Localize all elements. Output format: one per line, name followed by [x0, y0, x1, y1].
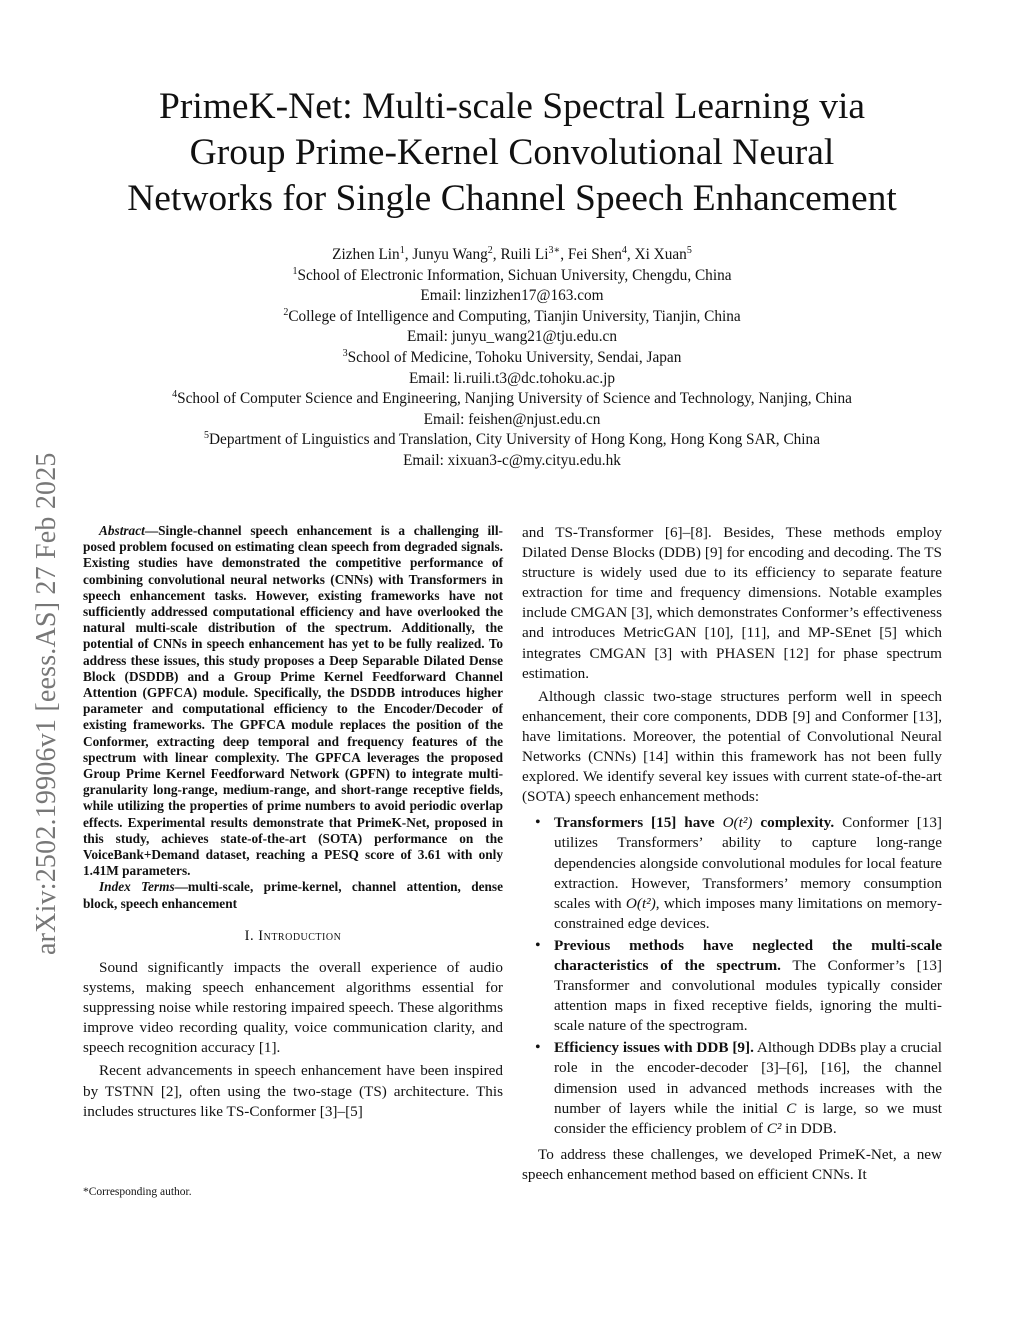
- affiliation-text: Department of Linguistics and Translation, City University of Hong Kong, Hong Kong SAR, China: [209, 431, 820, 449]
- email: Email: feishen@njust.edu.cn: [423, 410, 601, 428]
- affiliation-sup: 2: [283, 306, 289, 318]
- paragraph: Sound significantly impacts the overall experience of audio systems, making speech enhancement algorithms essential for suppressing noise while restoring impaired speech. These algorithms improve video recording quality, voice communication clarity, and speech recognition accuracy [1].: [83, 958, 503, 1057]
- arxiv-side-stamp: arXiv:2502.19906v1 [eess.AS] 27 Feb 2025: [31, 452, 62, 955]
- affiliation-text: School of Computer Science and Engineering, Nanjing University of Science and Technology, Nanjing, China: [177, 390, 852, 408]
- affiliation-text: School of Medicine, Tohoku University, Sendai, Japan: [347, 348, 682, 366]
- bullet-icon: •: [535, 936, 541, 954]
- affiliation: [60, 389, 964, 410]
- bullet-heading: complexity.: [752, 814, 835, 832]
- author-sup: 1: [399, 245, 405, 256]
- section-title: Introduction: [258, 927, 342, 944]
- affiliation: [60, 430, 964, 451]
- bullet-text: is large, so we must consider the efficiency problem of: [554, 1099, 942, 1137]
- bullet-heading: Efficiency issues with DDB [9].: [554, 1039, 754, 1057]
- list-item: [522, 936, 942, 1036]
- paragraph: Although classic two-stage structures perform well in speech enhancement, their core components, DDB [9] and Conformer [13], have limitations. Moreover, the potential of Convolutional Neural Networks (CNNs) [14] within this framework has not been fully explored. We identify several key issues with current state-of-the-art (SOTA) speech enhancement methods:: [522, 687, 942, 806]
- bullet-text: Conformer [13] utilizes Transformers’ ability to capture long-range dependencies alongside convolutional modules for local feature extraction. However, Transformers’ memory consumption scales with: [554, 814, 942, 912]
- paragraph: Recent advancements in speech enhancement have been inspired by TSTNN [2], often using the two-stage (TS) architecture. This includes structures like TS-Conformer [3]–[5]: [83, 1062, 503, 1120]
- affiliation-sup: 4: [172, 389, 178, 401]
- title-line-2: Group Prime-Kernel Convolutional Neural: [189, 132, 835, 173]
- affiliation: [60, 266, 964, 287]
- email: Email: li.ruili.t3@dc.tohoku.ac.jp: [408, 369, 616, 387]
- index-terms: [83, 879, 503, 911]
- author-list: Zizhen Lin$^1$, Junyu Wang$^2$, Ruili $Li^{3∗}$, Fei Shen$^4$, Xi Xuan$^5$: [332, 245, 692, 263]
- issue-list: [522, 813, 942, 1139]
- paper-title: [60, 84, 964, 222]
- email: Email: xixuan3-c@my.cityu.edu.hk: [403, 451, 621, 469]
- author-sup: 5: [686, 245, 692, 256]
- bullet-icon: •: [535, 814, 541, 832]
- bullet-text: in DDB.: [781, 1119, 837, 1137]
- index-terms-label: Index Terms: [99, 879, 175, 895]
- math-expression: O(t²): [722, 814, 753, 832]
- affiliation-text: College of Intelligence and Computing, Tianjin University, Tianjin, China: [288, 307, 741, 325]
- author-sup: 4: [621, 245, 627, 256]
- email: Email: junyu_wang21@tju.edu.cn: [407, 328, 617, 346]
- affiliation: [60, 348, 964, 369]
- affiliation: [60, 307, 964, 328]
- bullet-heading: Previous methods have neglected the multi-scale characteristics of the spectrum.: [554, 936, 942, 974]
- author-name: Fei Shen: [567, 246, 622, 263]
- bullet-icon: •: [535, 1039, 541, 1057]
- affiliation-sup: 1: [292, 265, 298, 277]
- author-name: Junyu Wang: [412, 246, 488, 263]
- math-expression: C²: [766, 1119, 782, 1137]
- abstract-text: —Single-channel speech enhancement is a challenging ill-posed problem focused on estimating clean speech from degraded signals. Existing studies have demonstrated the competitive performance of combining convolutional neural networks (CNNs) with Transformers in speech enhancement tasks. However, existing frameworks have not sufficiently addressed computational efficiency and have overlooked the natural multi-scale distribution of the spectrum. Additionally, the potential of CNNs in speech enhancement has yet to be fully realized. To address these issues, this study proposes a Deep Separable Dilated Dense Block (DSDDB) and a Group Prime Kernel Feedforward Channel Attention (GPFCA) module. Specifically, the DSDDB introduces higher parameter and computational efficiency to the Encoder/Decoder of existing frameworks. The GPFCA module replaces the position of the Conformer, extracting deep temporal and frequency features of the spectrum with linear complexity. The GPFCA leverages the proposed Group Prime Kernel Feedforward Network (GPFN) to integrate multi-granularity long-range, medium-range, and short-range receptive fields, while utilizing the properties of prime numbers to avoid periodic overlap effects. Experimental results demonstrate that PrimeK-Net, proposed in this study, achieves state-of-the-art (SOTA) performance on the VoiceBank+Demand dataset, reaching a PESQ score of 3.61 with only 1.41M parameters.: [83, 523, 503, 879]
- email: Email: linzizhen17@163.com: [420, 287, 604, 305]
- title-line-1: PrimeK-Net: Multi-scale Spectral Learning via: [158, 86, 866, 127]
- footnote: *Corresponding author.: [83, 1186, 192, 1198]
- author-name: Zizhen Lin: [332, 246, 400, 263]
- bullet-heading: Transformers [15] have: [554, 814, 723, 832]
- right-column: [522, 523, 942, 1185]
- affiliation-sup: 3: [342, 347, 348, 359]
- author-sup: 3∗: [548, 245, 561, 256]
- bullet-text: , which imposes many limitations on memory-constrained edge devices.: [554, 894, 943, 932]
- section-numeral: I.: [244, 927, 255, 944]
- list-item: [522, 1038, 942, 1138]
- affiliation-sup: 5: [204, 430, 209, 442]
- math-expression: C: [786, 1099, 797, 1117]
- author-block: [60, 245, 964, 472]
- bullet-text: Although DDBs play a crucial role in the encoder-decoder [3]–[6], [16], the channel dimension used in advanced methods increases with the number of layers while the initial: [554, 1039, 942, 1117]
- bullet-text: The Conformer’s [13] Transformer and convolutional modules typically consider attention maps in fixed receptive fields, ignoring the multi-scale nature of the spectrogram.: [554, 956, 942, 1035]
- affiliation-text: School of Electronic Information, Sichuan University, Chengdu, China: [297, 266, 732, 284]
- title-line-3: Networks for Single Channel Speech Enhancement: [127, 178, 897, 219]
- author-sup: 2: [487, 245, 493, 256]
- math-expression: O(t²): [625, 894, 656, 912]
- list-item: [522, 813, 942, 934]
- abstract-label: Abstract: [99, 523, 145, 538]
- section-heading: [83, 926, 503, 946]
- author-name: Ruili Li: [500, 246, 549, 263]
- paragraph: To address these challenges, we developed PrimeK-Net, a new speech enhancement method based on efficient CNNs. It: [522, 1145, 942, 1183]
- left-column: [83, 523, 503, 1122]
- abstract: [83, 523, 503, 879]
- paragraph: and TS-Transformer [6]–[8]. Besides, These methods employ Dilated Dense Blocks (DDB) [9] for encoding and decoding. The TS structure is widely used due to its efficiency to separate feature extraction for time and frequency dimensions. Notable examples include CMGAN [3], which demonstrates Conformer’s effectiveness and introduces MetricGAN [10], [11], and MP-SEnet [5] which integrates CMGAN [3] with PHASEN [12] for phase spectrum estimation.: [522, 524, 942, 682]
- author-name: Xi Xuan: [634, 246, 687, 263]
- index-terms-text: —multi-scale, prime-kernel, channel attention, dense block, speech enhancement: [83, 879, 503, 911]
